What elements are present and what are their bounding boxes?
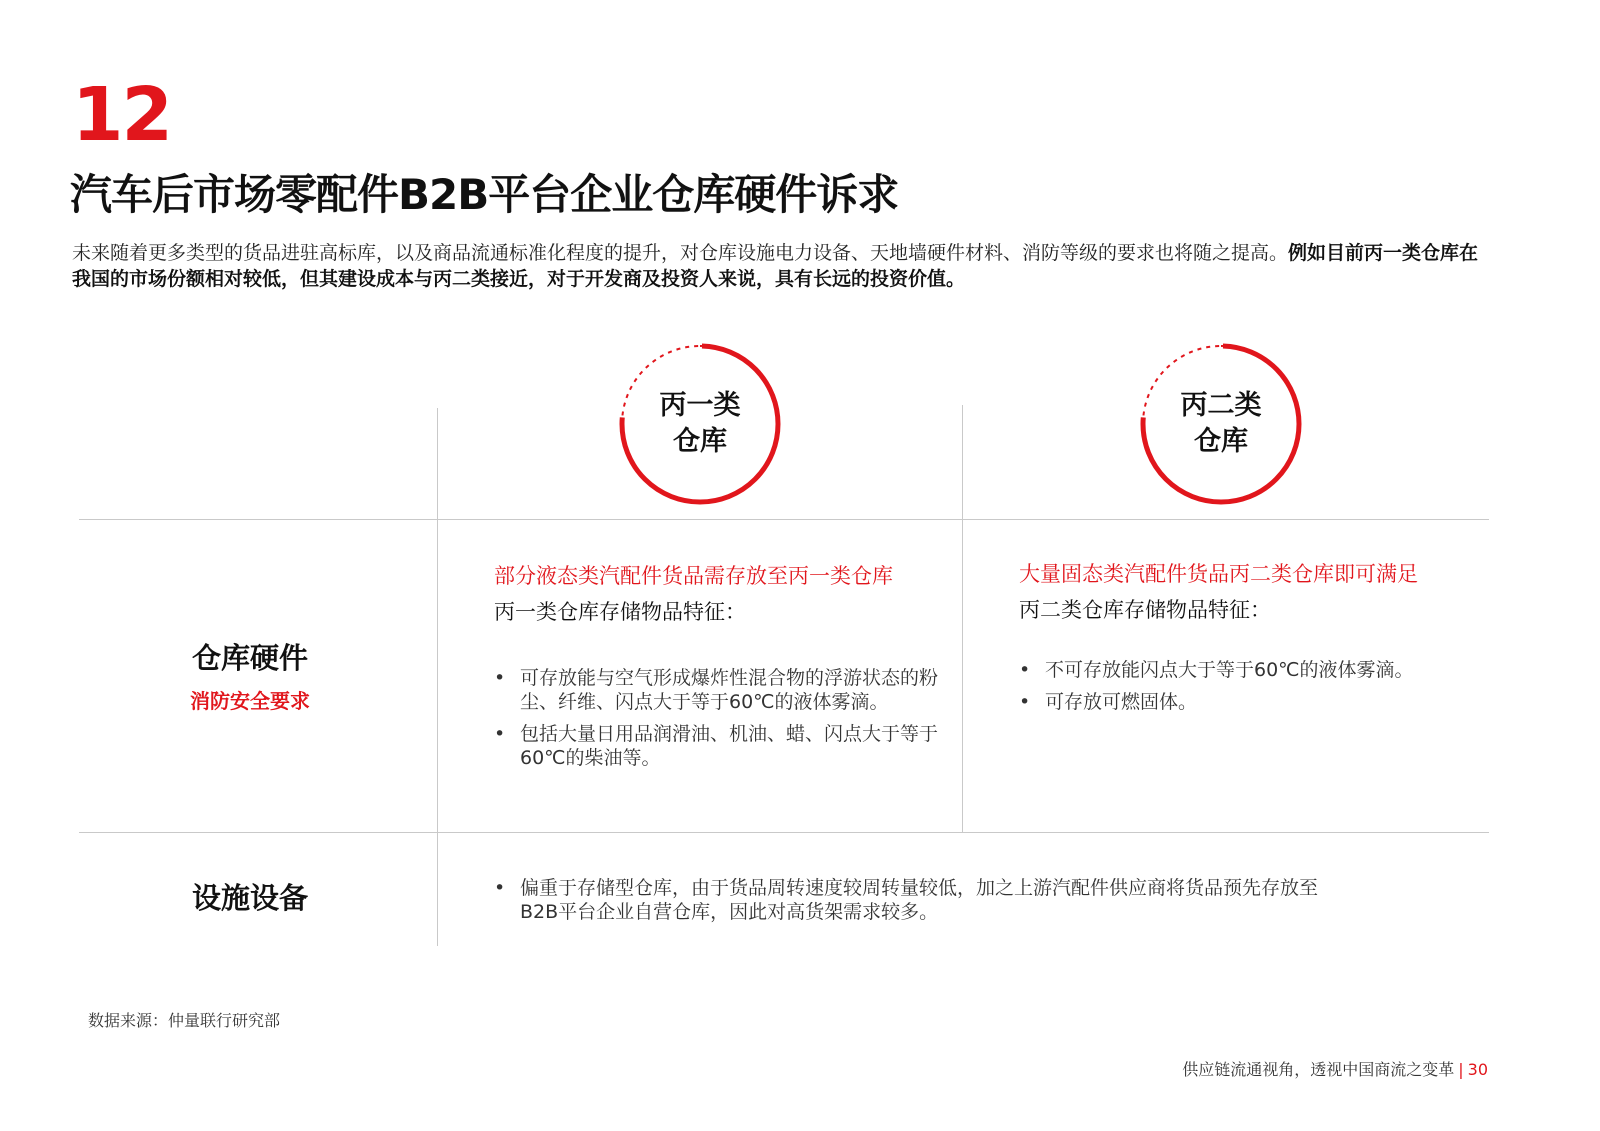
footer-text: 供应链流通视角，透视中国商流之变革 xyxy=(1182,1060,1455,1079)
bullet-list xyxy=(494,876,1334,924)
divider-vertical-2 xyxy=(962,405,963,833)
column-header-line2: 仓库 xyxy=(1194,426,1248,457)
column-header-line2: 仓库 xyxy=(673,426,727,457)
intro-bold-text: 例如目前丙一类仓库在我国的市场份额相对较低，但其建设成本与丙二类接近，对于开发商及投资人来说，具有长远的投资价值。 xyxy=(72,242,1479,290)
footer-separator: | xyxy=(1458,1060,1464,1079)
cell-red-heading: 大量固态类汽配件货品丙二类仓库即可满足 xyxy=(1019,562,1418,586)
page-title: 汽车后市场零配件B2B平台企业仓库硬件诉求 xyxy=(70,170,899,219)
page-footer xyxy=(1182,1057,1488,1080)
list-item: • 可存放能与空气形成爆炸性混合物的浮游状态的粉尘、纤维、闪点大于等于60℃的液体雾滴。 xyxy=(494,666,949,714)
cell-heading: 丙一类仓库存储物品特征： xyxy=(494,600,746,624)
row-label-facility xyxy=(80,876,420,917)
divider-horizontal-1 xyxy=(79,519,1489,520)
row-sublabel: 消防安全要求 xyxy=(190,689,310,713)
bullet-list xyxy=(494,666,949,770)
list-item: • 可存放可燃固体。 xyxy=(1019,690,1474,714)
row-label: 设施设备 xyxy=(191,881,308,915)
list-item: • 不可存放能闪点大于等于60℃的液体雾滴。 xyxy=(1019,658,1474,682)
intro-text: 未来随着更多类型的货品进驻高标库，以及商品流通标准化程度的提升，对仓库设施电力设备、天地墙硬件材料、消防等级的要求也将随之提高。 xyxy=(72,242,1289,264)
divider-vertical-1 xyxy=(437,408,438,946)
cell-bing2-hardware xyxy=(1019,558,1474,722)
divider-horizontal-2 xyxy=(79,832,1489,833)
bullet-list xyxy=(1019,658,1474,714)
row-label-hardware xyxy=(80,636,420,714)
cell-heading: 丙二类仓库存储物品特征： xyxy=(1019,598,1271,622)
row-label: 仓库硬件 xyxy=(191,641,308,675)
data-source: 数据来源：仲量联行研究部 xyxy=(88,1011,281,1030)
list-item: • 偏重于存储型仓库，由于货品周转速度较周转量较低，加之上游汽配件供应商将货品预先存放至B2B平台企业自营仓库，因此对高货架需求较多。 xyxy=(494,876,1334,924)
column-header-line1: 丙一类 xyxy=(659,390,741,421)
section-number: 12 xyxy=(72,72,171,158)
column-header-bing2 xyxy=(1133,336,1309,512)
cell-red-heading: 部分液态类汽配件货品需存放至丙一类仓库 xyxy=(494,564,893,588)
page-number: 30 xyxy=(1467,1060,1488,1079)
cell-facility xyxy=(494,876,1334,932)
intro-paragraph xyxy=(72,240,1492,292)
list-item: • 包括大量日用品润滑油、机油、蜡、闪点大于等于60℃的柴油等。 xyxy=(494,722,949,770)
column-header-line1: 丙二类 xyxy=(1180,390,1262,421)
column-header-bing1 xyxy=(612,336,788,512)
cell-bing1-hardware xyxy=(494,560,949,778)
